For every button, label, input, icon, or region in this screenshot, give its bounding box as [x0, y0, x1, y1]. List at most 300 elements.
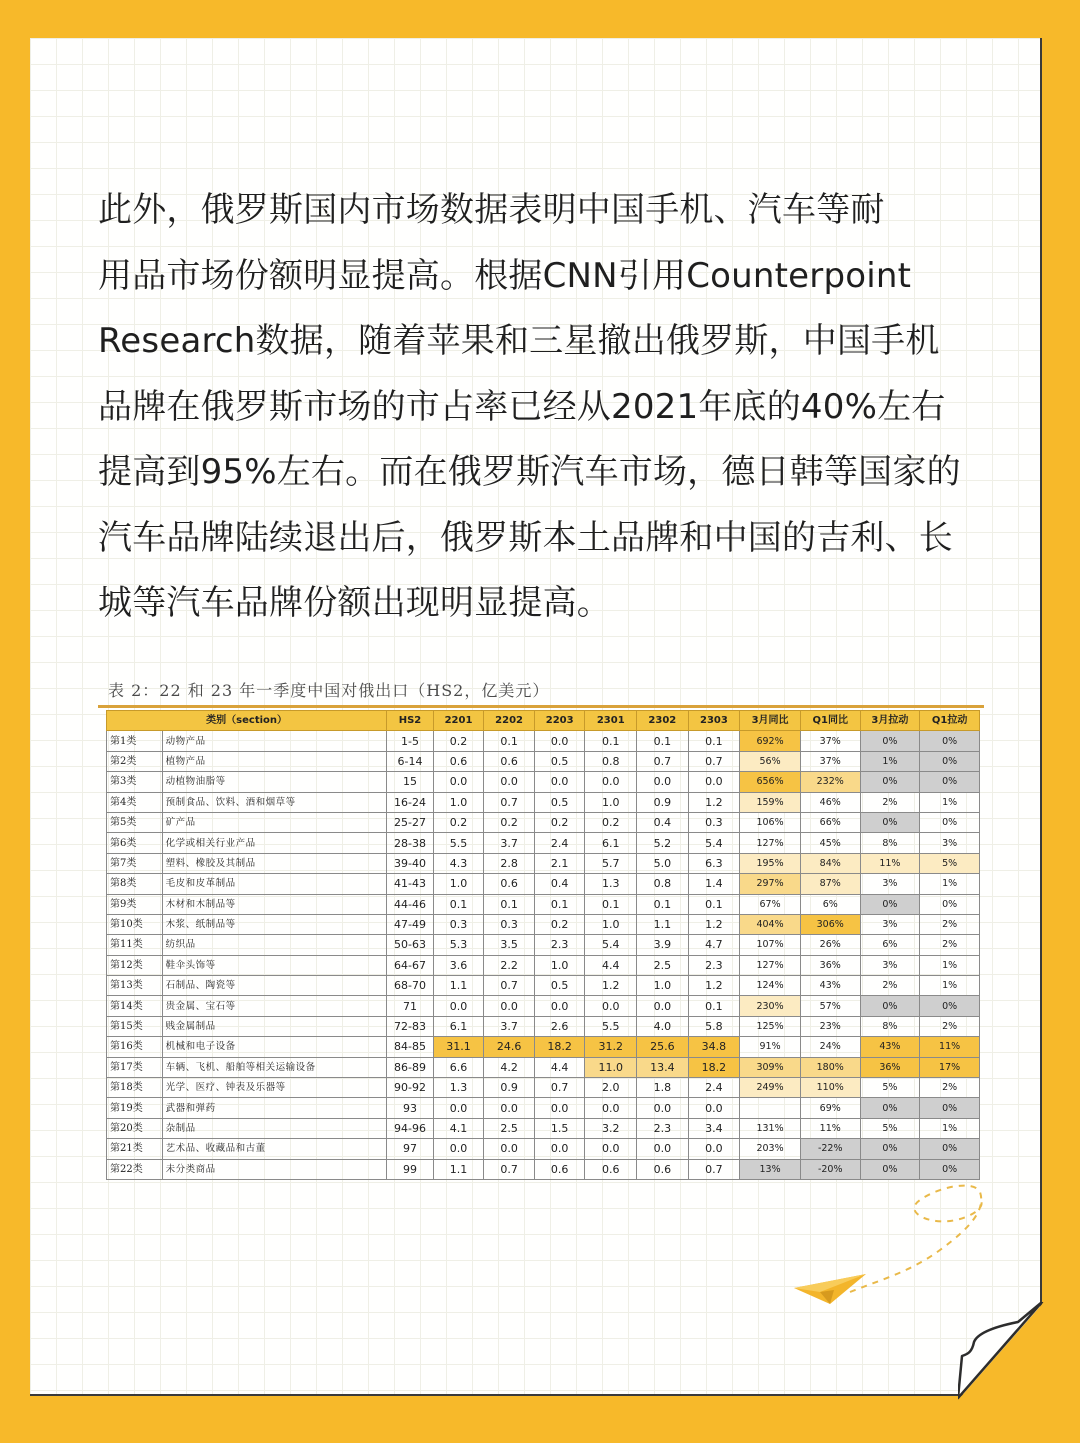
- mar-yoy-cell: 249%: [740, 1078, 801, 1098]
- mar-yoy-cell: 309%: [740, 1057, 801, 1077]
- hs2-cell: 39-40: [387, 853, 434, 873]
- value-cell: 0.1: [637, 894, 689, 914]
- mar-pull-cell: 0%: [860, 1098, 920, 1118]
- table-row: [107, 731, 980, 751]
- value-cell: 0.0: [637, 1139, 689, 1159]
- category-cell: 光学、医疗、钟表及乐器等: [162, 1078, 387, 1098]
- value-cell: 0.1: [688, 731, 740, 751]
- value-cell: 0.0: [484, 772, 535, 792]
- value-cell: 6.3: [688, 853, 740, 873]
- category-cell: 木浆、纸制品等: [162, 914, 387, 934]
- hs2-cell: 44-46: [387, 894, 434, 914]
- value-cell: 1.5: [534, 1118, 585, 1138]
- value-cell: 1.2: [585, 976, 637, 996]
- value-cell: 1.0: [433, 874, 484, 894]
- value-cell: 2.3: [688, 955, 740, 975]
- value-cell: 1.3: [585, 874, 637, 894]
- class-cell: 第1类: [107, 731, 163, 751]
- q1-pull-cell: 0%: [920, 731, 980, 751]
- q1-yoy-cell: 46%: [800, 792, 860, 812]
- class-cell: 第12类: [107, 955, 163, 975]
- q1-yoy-cell: 11%: [800, 1118, 860, 1138]
- value-cell: 3.7: [484, 1016, 535, 1036]
- category-cell: 纺织品: [162, 935, 387, 955]
- mar-yoy-cell: 297%: [740, 874, 801, 894]
- table-row: [107, 976, 980, 996]
- table-row: [107, 914, 980, 934]
- value-cell: 0.7: [637, 751, 689, 771]
- q1-pull-cell: 2%: [920, 914, 980, 934]
- value-cell: 0.8: [585, 751, 637, 771]
- q1-pull-cell: 1%: [920, 792, 980, 812]
- value-cell: 1.2: [688, 976, 740, 996]
- header-hs2: HS2: [387, 711, 434, 731]
- mar-yoy-cell: 67%: [740, 894, 801, 914]
- category-cell: 车辆、飞机、船舶等相关运输设备: [162, 1057, 387, 1077]
- q1-pull-cell: 1%: [920, 874, 980, 894]
- category-cell: 预制食品、饮料、酒和烟草等: [162, 792, 387, 812]
- category-cell: 化学或相关行业产品: [162, 833, 387, 853]
- value-cell: 1.0: [585, 792, 637, 812]
- category-cell: 艺术品、收藏品和古董: [162, 1139, 387, 1159]
- value-cell: 5.0: [637, 853, 689, 873]
- value-cell: 0.6: [484, 751, 535, 771]
- value-cell: 0.2: [433, 731, 484, 751]
- header-2202: 2202: [484, 711, 535, 731]
- value-cell: 0.6: [637, 1159, 689, 1179]
- value-cell: 0.7: [484, 792, 535, 812]
- mar-yoy-cell: 656%: [740, 772, 801, 792]
- mar-pull-cell: 0%: [860, 996, 920, 1016]
- value-cell: 4.3: [433, 853, 484, 873]
- value-cell: 6.1: [433, 1016, 484, 1036]
- category-cell: 毛皮和皮革制品: [162, 874, 387, 894]
- value-cell: 5.3: [433, 935, 484, 955]
- caption-divider: [98, 705, 984, 708]
- hs2-cell: 1-5: [387, 731, 434, 751]
- value-cell: 3.4: [688, 1118, 740, 1138]
- value-cell: 34.8: [688, 1037, 740, 1057]
- q1-yoy-cell: 26%: [800, 935, 860, 955]
- hs2-cell: 64-67: [387, 955, 434, 975]
- value-cell: 1.0: [585, 914, 637, 934]
- value-cell: 0.3: [433, 914, 484, 934]
- value-cell: 0.1: [688, 996, 740, 1016]
- value-cell: 0.0: [534, 1139, 585, 1159]
- header-2301: 2301: [585, 711, 637, 731]
- hs2-cell: 68-70: [387, 976, 434, 996]
- mar-yoy-cell: 159%: [740, 792, 801, 812]
- category-cell: 武器和弹药: [162, 1098, 387, 1118]
- value-cell: 0.0: [433, 996, 484, 1016]
- export-table: [106, 710, 980, 1180]
- value-cell: 4.4: [534, 1057, 585, 1077]
- mar-yoy-cell: 56%: [740, 751, 801, 771]
- hs2-cell: 6-14: [387, 751, 434, 771]
- q1-yoy-cell: 37%: [800, 751, 860, 771]
- paper-plane-icon: [790, 1180, 990, 1330]
- class-cell: 第4类: [107, 792, 163, 812]
- mar-yoy-cell: 692%: [740, 731, 801, 751]
- mar-pull-cell: 5%: [860, 1118, 920, 1138]
- value-cell: 2.4: [688, 1078, 740, 1098]
- value-cell: 2.0: [585, 1078, 637, 1098]
- value-cell: 2.5: [484, 1118, 535, 1138]
- mar-pull-cell: 0%: [860, 1159, 920, 1179]
- hs2-cell: 16-24: [387, 792, 434, 812]
- paragraph-line: 用品市场份额明显提高。根据CNN引用Counterpoint: [98, 255, 912, 296]
- value-cell: 0.0: [433, 772, 484, 792]
- mar-pull-cell: 8%: [860, 1016, 920, 1036]
- value-cell: 5.5: [433, 833, 484, 853]
- value-cell: 1.8: [637, 1078, 689, 1098]
- class-cell: 第3类: [107, 772, 163, 792]
- value-cell: 13.4: [637, 1057, 689, 1077]
- value-cell: 5.5: [585, 1016, 637, 1036]
- value-cell: 0.7: [688, 751, 740, 771]
- value-cell: 0.4: [534, 874, 585, 894]
- value-cell: 0.0: [688, 772, 740, 792]
- value-cell: 0.6: [585, 1159, 637, 1179]
- class-cell: 第16类: [107, 1037, 163, 1057]
- table-row: [107, 751, 980, 771]
- q1-pull-cell: 2%: [920, 1078, 980, 1098]
- value-cell: 1.1: [637, 914, 689, 934]
- hs2-cell: 71: [387, 996, 434, 1016]
- header-2201: 2201: [433, 711, 484, 731]
- value-cell: 18.2: [688, 1057, 740, 1077]
- q1-yoy-cell: 37%: [800, 731, 860, 751]
- value-cell: 0.7: [484, 1159, 535, 1179]
- table-header-row: [107, 711, 980, 731]
- mar-yoy-cell: 106%: [740, 812, 801, 832]
- value-cell: 1.0: [433, 792, 484, 812]
- mar-yoy-cell: [740, 1098, 801, 1118]
- header-mar-pull: 3月拉动: [860, 711, 920, 731]
- value-cell: 6.6: [433, 1057, 484, 1077]
- value-cell: 0.6: [484, 874, 535, 894]
- value-cell: 2.5: [637, 955, 689, 975]
- category-cell: 塑料、橡胶及其制品: [162, 853, 387, 873]
- table-row: [107, 1139, 980, 1159]
- header-2203: 2203: [534, 711, 585, 731]
- paragraph-line: Research数据，随着苹果和三星撤出俄罗斯，中国手机: [98, 321, 940, 361]
- class-cell: 第13类: [107, 976, 163, 996]
- value-cell: 18.2: [534, 1037, 585, 1057]
- q1-pull-cell: 0%: [920, 1098, 980, 1118]
- value-cell: 5.8: [688, 1016, 740, 1036]
- category-cell: 石制品、陶瓷等: [162, 976, 387, 996]
- class-cell: 第14类: [107, 996, 163, 1016]
- q1-yoy-cell: 57%: [800, 996, 860, 1016]
- class-cell: 第7类: [107, 853, 163, 873]
- table-row: [107, 792, 980, 812]
- value-cell: 0.0: [534, 996, 585, 1016]
- value-cell: 3.7: [484, 833, 535, 853]
- hs2-cell: 25-27: [387, 812, 434, 832]
- value-cell: 4.2: [484, 1057, 535, 1077]
- category-cell: 矿产品: [162, 812, 387, 832]
- value-cell: 0.2: [585, 812, 637, 832]
- value-cell: 0.0: [433, 1098, 484, 1118]
- category-cell: 未分类商品: [162, 1159, 387, 1179]
- class-cell: 第15类: [107, 1016, 163, 1036]
- q1-pull-cell: 11%: [920, 1037, 980, 1057]
- value-cell: 0.7: [688, 1159, 740, 1179]
- header-q1-yoy: Q1同比: [800, 711, 860, 731]
- value-cell: 0.0: [534, 772, 585, 792]
- mar-pull-cell: 36%: [860, 1057, 920, 1077]
- value-cell: 0.9: [637, 792, 689, 812]
- value-cell: 0.6: [433, 751, 484, 771]
- hs2-cell: 99: [387, 1159, 434, 1179]
- mar-pull-cell: 11%: [860, 853, 920, 873]
- value-cell: 0.0: [585, 1139, 637, 1159]
- table-row: [107, 1037, 980, 1057]
- value-cell: 4.7: [688, 935, 740, 955]
- value-cell: 0.7: [534, 1078, 585, 1098]
- table-row: [107, 996, 980, 1016]
- q1-pull-cell: 2%: [920, 1016, 980, 1036]
- value-cell: 0.5: [534, 792, 585, 812]
- paragraph-line: 品牌在俄罗斯市场的市占率已经从2021年底的40%左右: [98, 386, 946, 427]
- paragraph-line: 提高到95%左右。而在俄罗斯汽车市场，德日韩等国家的: [98, 452, 961, 492]
- value-cell: 2.4: [534, 833, 585, 853]
- table-row: [107, 935, 980, 955]
- value-cell: 0.0: [585, 772, 637, 792]
- category-cell: 植物产品: [162, 751, 387, 771]
- mar-yoy-cell: 195%: [740, 853, 801, 873]
- mar-yoy-cell: 91%: [740, 1037, 801, 1057]
- value-cell: 0.0: [688, 1098, 740, 1118]
- class-cell: 第9类: [107, 894, 163, 914]
- q1-yoy-cell: 43%: [800, 976, 860, 996]
- q1-yoy-cell: 69%: [800, 1098, 860, 1118]
- value-cell: 0.0: [637, 772, 689, 792]
- value-cell: 0.0: [585, 996, 637, 1016]
- hs2-cell: 41-43: [387, 874, 434, 894]
- value-cell: 0.0: [637, 996, 689, 1016]
- q1-pull-cell: 2%: [920, 935, 980, 955]
- mar-pull-cell: 3%: [860, 914, 920, 934]
- value-cell: 0.0: [484, 1139, 535, 1159]
- value-cell: 1.2: [688, 792, 740, 812]
- value-cell: 0.1: [484, 731, 535, 751]
- value-cell: 2.8: [484, 853, 535, 873]
- q1-yoy-cell: 84%: [800, 853, 860, 873]
- mar-pull-cell: 0%: [860, 1139, 920, 1159]
- hs2-cell: 47-49: [387, 914, 434, 934]
- q1-pull-cell: 3%: [920, 833, 980, 853]
- value-cell: 0.1: [637, 731, 689, 751]
- q1-yoy-cell: 66%: [800, 812, 860, 832]
- value-cell: 3.2: [585, 1118, 637, 1138]
- class-cell: 第6类: [107, 833, 163, 853]
- mar-pull-cell: 0%: [860, 731, 920, 751]
- value-cell: 0.0: [688, 1139, 740, 1159]
- mar-pull-cell: 0%: [860, 812, 920, 832]
- q1-yoy-cell: 36%: [800, 955, 860, 975]
- mar-pull-cell: 0%: [860, 894, 920, 914]
- class-cell: 第11类: [107, 935, 163, 955]
- q1-pull-cell: 0%: [920, 1139, 980, 1159]
- q1-yoy-cell: -22%: [800, 1139, 860, 1159]
- value-cell: 0.8: [637, 874, 689, 894]
- mar-yoy-cell: 127%: [740, 955, 801, 975]
- category-cell: 木材和木制品等: [162, 894, 387, 914]
- q1-pull-cell: 0%: [920, 894, 980, 914]
- value-cell: 1.1: [433, 1159, 484, 1179]
- value-cell: 1.1: [433, 976, 484, 996]
- value-cell: 5.7: [585, 853, 637, 873]
- table-row: [107, 833, 980, 853]
- value-cell: 0.0: [585, 1098, 637, 1118]
- value-cell: 0.1: [534, 894, 585, 914]
- hs2-cell: 97: [387, 1139, 434, 1159]
- value-cell: 0.5: [534, 751, 585, 771]
- value-cell: 0.1: [585, 731, 637, 751]
- q1-yoy-cell: 24%: [800, 1037, 860, 1057]
- value-cell: 0.0: [484, 996, 535, 1016]
- value-cell: 0.6: [534, 1159, 585, 1179]
- table-row: [107, 955, 980, 975]
- q1-pull-cell: 17%: [920, 1057, 980, 1077]
- q1-yoy-cell: -20%: [800, 1159, 860, 1179]
- value-cell: 31.2: [585, 1037, 637, 1057]
- q1-yoy-cell: 232%: [800, 772, 860, 792]
- value-cell: 3.6: [433, 955, 484, 975]
- value-cell: 0.3: [688, 812, 740, 832]
- category-cell: 动植物油脂等: [162, 772, 387, 792]
- table-row: [107, 1016, 980, 1036]
- q1-pull-cell: 0%: [920, 812, 980, 832]
- table-row: [107, 1098, 980, 1118]
- value-cell: 0.0: [534, 731, 585, 751]
- value-cell: 0.2: [433, 812, 484, 832]
- value-cell: 1.0: [637, 976, 689, 996]
- header-2302: 2302: [637, 711, 689, 731]
- value-cell: 2.6: [534, 1016, 585, 1036]
- q1-yoy-cell: 87%: [800, 874, 860, 894]
- table-row: [107, 1159, 980, 1179]
- mar-pull-cell: 3%: [860, 955, 920, 975]
- value-cell: 0.4: [637, 812, 689, 832]
- class-cell: 第21类: [107, 1139, 163, 1159]
- value-cell: 2.1: [534, 853, 585, 873]
- value-cell: 4.0: [637, 1016, 689, 1036]
- value-cell: 0.2: [534, 914, 585, 934]
- value-cell: 2.3: [637, 1118, 689, 1138]
- value-cell: 0.9: [484, 1078, 535, 1098]
- category-cell: 动物产品: [162, 731, 387, 751]
- mar-pull-cell: 43%: [860, 1037, 920, 1057]
- value-cell: 0.0: [433, 1139, 484, 1159]
- value-cell: 11.0: [585, 1057, 637, 1077]
- header-q1-pull: Q1拉动: [920, 711, 980, 731]
- class-cell: 第17类: [107, 1057, 163, 1077]
- table-row: [107, 874, 980, 894]
- table-row: [107, 853, 980, 873]
- q1-pull-cell: 0%: [920, 772, 980, 792]
- q1-yoy-cell: 306%: [800, 914, 860, 934]
- class-cell: 第8类: [107, 874, 163, 894]
- category-cell: 贵金属、宝石等: [162, 996, 387, 1016]
- q1-pull-cell: 1%: [920, 976, 980, 996]
- hs2-cell: 90-92: [387, 1078, 434, 1098]
- category-cell: 机械和电子设备: [162, 1037, 387, 1057]
- class-cell: 第20类: [107, 1118, 163, 1138]
- value-cell: 1.3: [433, 1078, 484, 1098]
- value-cell: 0.2: [534, 812, 585, 832]
- mar-yoy-cell: 125%: [740, 1016, 801, 1036]
- header-mar-yoy: 3月同比: [740, 711, 801, 731]
- paragraph-line: 汽车品牌陆续退出后，俄罗斯本土品牌和中国的吉利、长: [98, 517, 953, 558]
- q1-yoy-cell: 180%: [800, 1057, 860, 1077]
- value-cell: 1.2: [688, 914, 740, 934]
- mar-yoy-cell: 127%: [740, 833, 801, 853]
- q1-pull-cell: 1%: [920, 1118, 980, 1138]
- q1-yoy-cell: 6%: [800, 894, 860, 914]
- value-cell: 0.5: [534, 976, 585, 996]
- mar-pull-cell: 6%: [860, 935, 920, 955]
- value-cell: 6.1: [585, 833, 637, 853]
- value-cell: 0.3: [484, 914, 535, 934]
- q1-pull-cell: 0%: [920, 751, 980, 771]
- category-cell: 贱金属制品: [162, 1016, 387, 1036]
- header-category: 类别（section）: [107, 711, 387, 731]
- body-paragraph: [98, 178, 998, 637]
- value-cell: 0.0: [484, 1098, 535, 1118]
- q1-pull-cell: 5%: [920, 853, 980, 873]
- table-row: [107, 812, 980, 832]
- paragraph-line: 此外，俄罗斯国内市场数据表明中国手机、汽车等耐: [98, 190, 885, 230]
- mar-yoy-cell: 203%: [740, 1139, 801, 1159]
- q1-pull-cell: 0%: [920, 996, 980, 1016]
- value-cell: 2.3: [534, 935, 585, 955]
- header-2303: 2303: [688, 711, 740, 731]
- mar-pull-cell: 5%: [860, 1078, 920, 1098]
- paragraph-line: 城等汽车品牌份额出现明显提高。: [98, 583, 611, 623]
- value-cell: 1.4: [688, 874, 740, 894]
- mar-pull-cell: 2%: [860, 976, 920, 996]
- value-cell: 4.4: [585, 955, 637, 975]
- hs2-cell: 50-63: [387, 935, 434, 955]
- mar-yoy-cell: 13%: [740, 1159, 801, 1179]
- value-cell: 3.5: [484, 935, 535, 955]
- value-cell: 5.4: [585, 935, 637, 955]
- value-cell: 4.1: [433, 1118, 484, 1138]
- mar-yoy-cell: 124%: [740, 976, 801, 996]
- value-cell: 31.1: [433, 1037, 484, 1057]
- value-cell: 25.6: [637, 1037, 689, 1057]
- value-cell: 5.4: [688, 833, 740, 853]
- mar-pull-cell: 3%: [860, 874, 920, 894]
- mar-pull-cell: 2%: [860, 792, 920, 812]
- hs2-cell: 93: [387, 1098, 434, 1118]
- mar-yoy-cell: 107%: [740, 935, 801, 955]
- category-cell: 鞋伞头饰等: [162, 955, 387, 975]
- mar-yoy-cell: 404%: [740, 914, 801, 934]
- value-cell: 2.2: [484, 955, 535, 975]
- value-cell: 0.7: [484, 976, 535, 996]
- table-row: [107, 1057, 980, 1077]
- class-cell: 第19类: [107, 1098, 163, 1118]
- class-cell: 第2类: [107, 751, 163, 771]
- value-cell: 0.0: [534, 1098, 585, 1118]
- category-cell: 杂制品: [162, 1118, 387, 1138]
- hs2-cell: 28-38: [387, 833, 434, 853]
- hs2-cell: 72-83: [387, 1016, 434, 1036]
